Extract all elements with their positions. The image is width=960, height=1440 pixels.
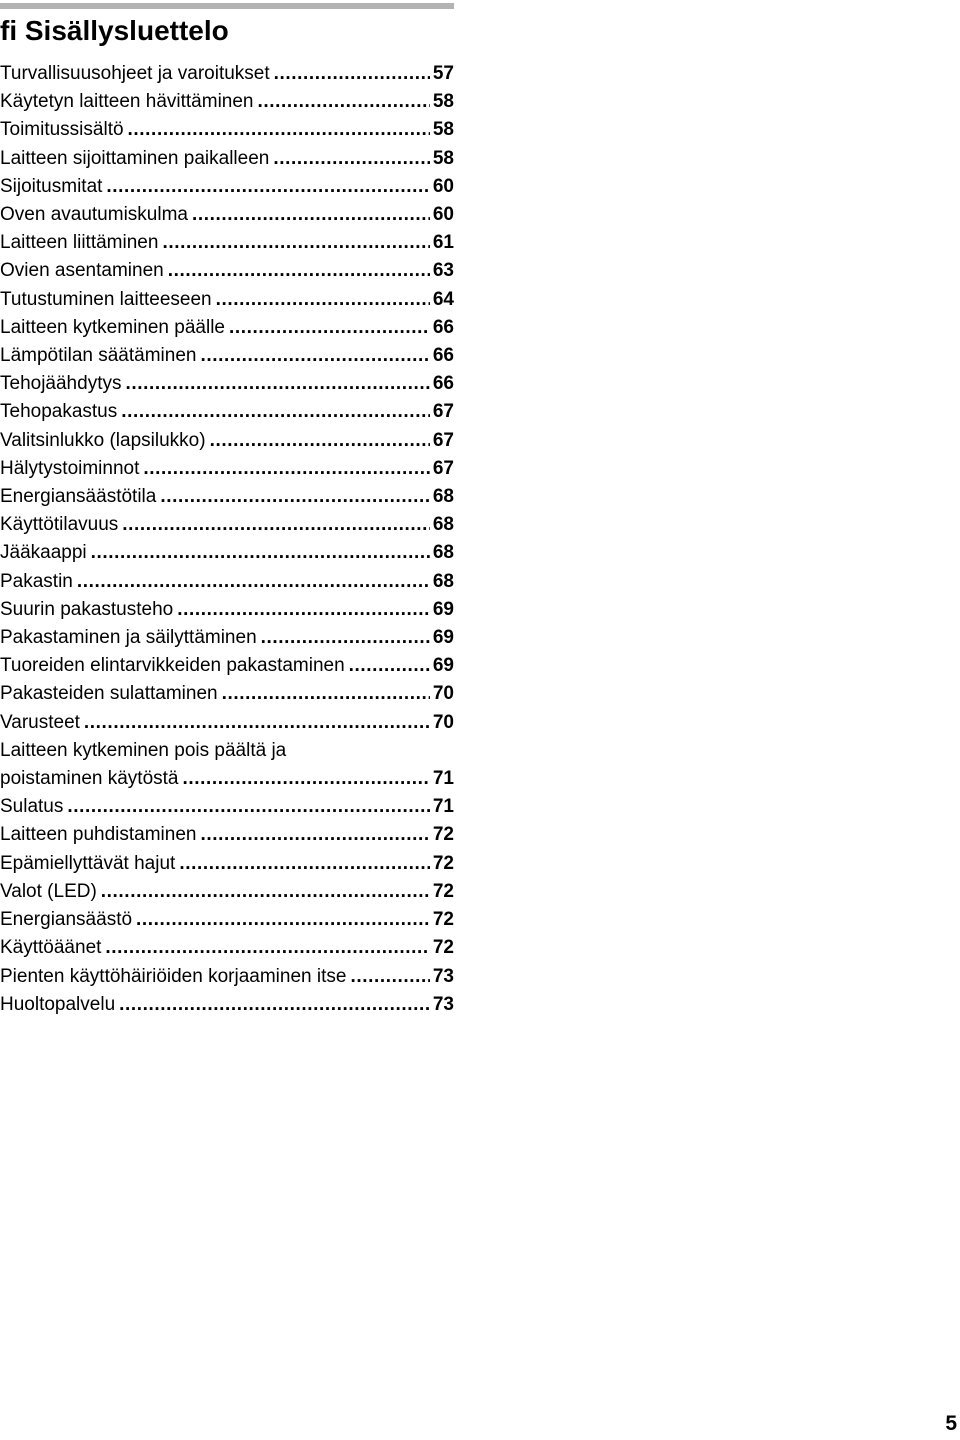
dot-leader xyxy=(63,793,430,821)
toc-entry-page: 73 xyxy=(432,965,454,987)
dot-leader xyxy=(124,116,430,144)
toc-entry-label: Tutustuminen laitteeseen xyxy=(0,288,212,310)
toc-entry-line xyxy=(0,680,454,708)
toc-entry[interactable] xyxy=(0,596,454,624)
dot-leader xyxy=(188,201,430,229)
toc-entry-label: Pienten käyttöhäiriöiden korjaaminen itse xyxy=(0,965,347,987)
toc-entry-page: 72 xyxy=(432,909,454,931)
dot-leader xyxy=(254,88,431,116)
toc-entry-page: 58 xyxy=(432,147,454,169)
dot-leader xyxy=(156,483,430,511)
toc-entry[interactable] xyxy=(0,455,454,483)
toc-entry-line xyxy=(0,201,454,229)
toc-entry[interactable] xyxy=(0,229,454,257)
page-title: fi Sisällysluettelo xyxy=(0,15,229,46)
toc-entry-label: Turvallisuusohjeet ja varoitukset xyxy=(0,63,270,84)
toc-entry[interactable] xyxy=(0,991,454,1019)
toc-entry-page: 68 xyxy=(432,542,454,564)
toc-entry-page: 68 xyxy=(432,486,454,508)
toc-entry[interactable] xyxy=(0,201,454,229)
toc-entry-label: Huoltopalvelu xyxy=(0,993,116,1015)
toc-entry-page: 63 xyxy=(432,260,454,282)
toc-entry-label-line1: Laitteen kytkeminen pois päältä ja xyxy=(0,739,287,761)
toc-entry-line xyxy=(0,145,454,173)
dot-leader xyxy=(101,934,430,962)
toc-entry[interactable] xyxy=(0,963,454,991)
dot-leader xyxy=(206,427,430,455)
toc-entry-label: Hälytystoiminnot xyxy=(0,457,140,479)
toc-entry[interactable] xyxy=(0,906,454,934)
toc-entry-line xyxy=(0,229,454,257)
dot-leader xyxy=(80,709,430,737)
dot-leader xyxy=(257,624,430,652)
toc-entry[interactable] xyxy=(0,427,454,455)
toc-entry-label: Valot (LED) xyxy=(0,880,97,902)
toc-entry[interactable] xyxy=(0,737,454,793)
toc-entry-page: 72 xyxy=(432,824,454,846)
toc-entry-label: poistaminen käytöstä xyxy=(0,768,179,790)
toc-entry-line xyxy=(0,116,454,144)
dot-leader xyxy=(121,370,430,398)
toc-entry-page: 64 xyxy=(432,288,454,310)
toc-entry-line xyxy=(0,483,454,511)
toc-entry-line xyxy=(0,991,454,1019)
toc-entry-label: Varusteet xyxy=(0,711,80,733)
toc-entry-line xyxy=(0,624,454,652)
toc-entry-label: Tehojäähdytys xyxy=(0,373,122,395)
toc-entry-page: 71 xyxy=(432,796,454,818)
toc-entry-label: Käyttötilavuus xyxy=(0,514,119,536)
toc-entry-page: 60 xyxy=(432,204,454,226)
dot-leader xyxy=(173,596,430,624)
toc-entry-page: 66 xyxy=(432,345,454,367)
dot-leader xyxy=(270,60,430,88)
toc-entry-label: Energiansäästö xyxy=(0,909,133,931)
toc-entry[interactable] xyxy=(0,398,454,426)
toc-entry-label: Pakasteiden sulattaminen xyxy=(0,683,218,705)
dot-leader xyxy=(87,539,430,567)
dot-leader xyxy=(115,991,430,1019)
toc-entry-line xyxy=(0,286,454,314)
top-rule xyxy=(0,3,454,9)
toc-entry-label: Lämpötilan säätäminen xyxy=(0,345,197,367)
toc-entry-page: 58 xyxy=(432,91,454,113)
toc-entry-label: Pakastaminen ja säilyttäminen xyxy=(0,627,257,649)
toc-entry-page: 67 xyxy=(432,457,454,479)
toc-entry[interactable] xyxy=(0,483,454,511)
toc-entry-page: 71 xyxy=(432,768,454,790)
dot-leader xyxy=(164,257,430,285)
dot-leader xyxy=(102,173,430,201)
dot-leader xyxy=(179,765,431,793)
toc-entry-label: Laitteen puhdistaminen xyxy=(0,824,197,846)
toc-entry-label: Suurin pakastusteho xyxy=(0,598,174,620)
toc-entry-line xyxy=(0,963,454,991)
toc-entry-label: Tehopakastus xyxy=(0,401,118,423)
toc-entry[interactable] xyxy=(0,652,454,680)
toc-entry-line xyxy=(0,539,454,567)
toc-entry-label: Ovien asentaminen xyxy=(0,260,164,282)
toc-entry-line xyxy=(0,427,454,455)
dot-leader xyxy=(225,314,430,342)
toc-entry-label: Energiansäästötila xyxy=(0,486,157,508)
toc-entry-page: 67 xyxy=(432,401,454,423)
toc-entry-label: Toimitussisältö xyxy=(0,119,124,141)
toc-entry[interactable] xyxy=(0,878,454,906)
toc-entry[interactable] xyxy=(0,145,454,173)
toc-entry[interactable] xyxy=(0,680,454,708)
toc-entry[interactable] xyxy=(0,624,454,652)
dot-leader xyxy=(212,286,430,314)
toc-entry-label: Sulatus xyxy=(0,796,64,818)
toc-entry-page: 72 xyxy=(432,937,454,959)
toc-entry-label: Pakastin xyxy=(0,570,73,592)
toc-entry-page: 60 xyxy=(432,175,454,197)
toc-entry[interactable] xyxy=(0,568,454,596)
toc-entry-line xyxy=(0,652,454,680)
dot-leader xyxy=(196,821,430,849)
dot-leader xyxy=(132,906,430,934)
toc-entry-page: 58 xyxy=(432,119,454,141)
toc-entry-line xyxy=(0,314,454,342)
dot-leader xyxy=(196,342,430,370)
toc-entry-label: Laitteen kytkeminen päälle xyxy=(0,316,225,338)
toc-entry-line xyxy=(0,596,454,624)
toc-entry[interactable] xyxy=(0,116,454,144)
toc-entry[interactable] xyxy=(0,709,454,737)
toc-entry-label: Valitsinlukko (lapsilukko) xyxy=(0,429,206,451)
toc-entry[interactable] xyxy=(0,342,454,370)
toc-entry-page: 69 xyxy=(432,598,454,620)
dot-leader xyxy=(118,511,430,539)
toc-entry-label: Epämiellyttävät hajut xyxy=(0,852,176,874)
table-of-contents xyxy=(0,60,454,1019)
toc-entry[interactable] xyxy=(0,821,454,849)
toc-entry-line xyxy=(0,511,454,539)
toc-entry[interactable] xyxy=(0,257,454,285)
toc-entry[interactable] xyxy=(0,60,454,88)
toc-entry-label: Tuoreiden elintarvikkeiden pakastaminen xyxy=(0,655,345,677)
toc-entry[interactable] xyxy=(0,314,454,342)
toc-entry-label: Sijoitusmitat xyxy=(0,175,103,197)
toc-entry[interactable] xyxy=(0,370,454,398)
toc-entry[interactable] xyxy=(0,539,454,567)
toc-entry[interactable] xyxy=(0,934,454,962)
toc-entry-page: 68 xyxy=(432,514,454,536)
toc-entry-label: Jääkaappi xyxy=(0,542,87,564)
toc-entry-page: 70 xyxy=(432,683,454,705)
toc-entry-page: 69 xyxy=(432,627,454,649)
toc-entry[interactable] xyxy=(0,850,454,878)
dot-leader xyxy=(158,229,430,257)
dot-leader xyxy=(175,850,430,878)
toc-entry-label: Käyttöäänet xyxy=(0,937,102,959)
toc-entry-page: 61 xyxy=(432,232,454,254)
toc-entry-line xyxy=(0,173,454,201)
toc-entry-line xyxy=(0,88,454,116)
page-number: 5 xyxy=(945,1412,957,1435)
toc-entry-page: 70 xyxy=(432,711,454,733)
toc-entry-line xyxy=(0,398,454,426)
toc-entry-page: 67 xyxy=(432,429,454,451)
toc-entry-line xyxy=(0,793,454,821)
toc-entry-line xyxy=(0,568,454,596)
toc-entry-line xyxy=(0,906,454,934)
toc-entry-page: 57 xyxy=(432,63,454,84)
toc-entry-label: Laitteen liittäminen xyxy=(0,232,159,254)
toc-entry[interactable] xyxy=(0,793,454,821)
dot-leader xyxy=(269,145,430,173)
toc-entry-label: Laitteen sijoittaminen paikalleen xyxy=(0,147,270,169)
toc-entry-line xyxy=(0,342,454,370)
toc-entry-label: Oven avautumiskulma xyxy=(0,204,188,226)
dot-leader xyxy=(117,398,430,426)
toc-entry-line xyxy=(0,709,454,737)
dot-leader xyxy=(73,568,430,596)
toc-entry-page: 72 xyxy=(432,880,454,902)
toc-entry-line xyxy=(0,60,454,88)
toc-entry-line xyxy=(0,455,454,483)
dot-leader xyxy=(346,963,430,991)
toc-entry-line xyxy=(0,257,454,285)
toc-entry-line xyxy=(0,850,454,878)
toc-entry-line xyxy=(0,370,454,398)
toc-entry-label: Käytetyn laitteen hävittäminen xyxy=(0,91,254,113)
toc-entry[interactable] xyxy=(0,286,454,314)
toc-entry-page: 68 xyxy=(432,570,454,592)
toc-entry[interactable] xyxy=(0,88,454,116)
toc-entry-page: 66 xyxy=(432,316,454,338)
dot-leader xyxy=(345,652,430,680)
dot-leader xyxy=(97,878,430,906)
dot-leader xyxy=(139,455,430,483)
toc-entry[interactable] xyxy=(0,173,454,201)
toc-entry-line xyxy=(0,934,454,962)
toc-entry-page: 73 xyxy=(432,993,454,1015)
toc-entry-page: 72 xyxy=(432,852,454,874)
toc-entry-page: 69 xyxy=(432,655,454,677)
toc-entry-page: 66 xyxy=(432,373,454,395)
toc-entry-line xyxy=(0,821,454,849)
toc-entry-line xyxy=(0,878,454,906)
toc-entry-line xyxy=(0,765,454,793)
toc-entry[interactable] xyxy=(0,511,454,539)
dot-leader xyxy=(218,680,430,708)
